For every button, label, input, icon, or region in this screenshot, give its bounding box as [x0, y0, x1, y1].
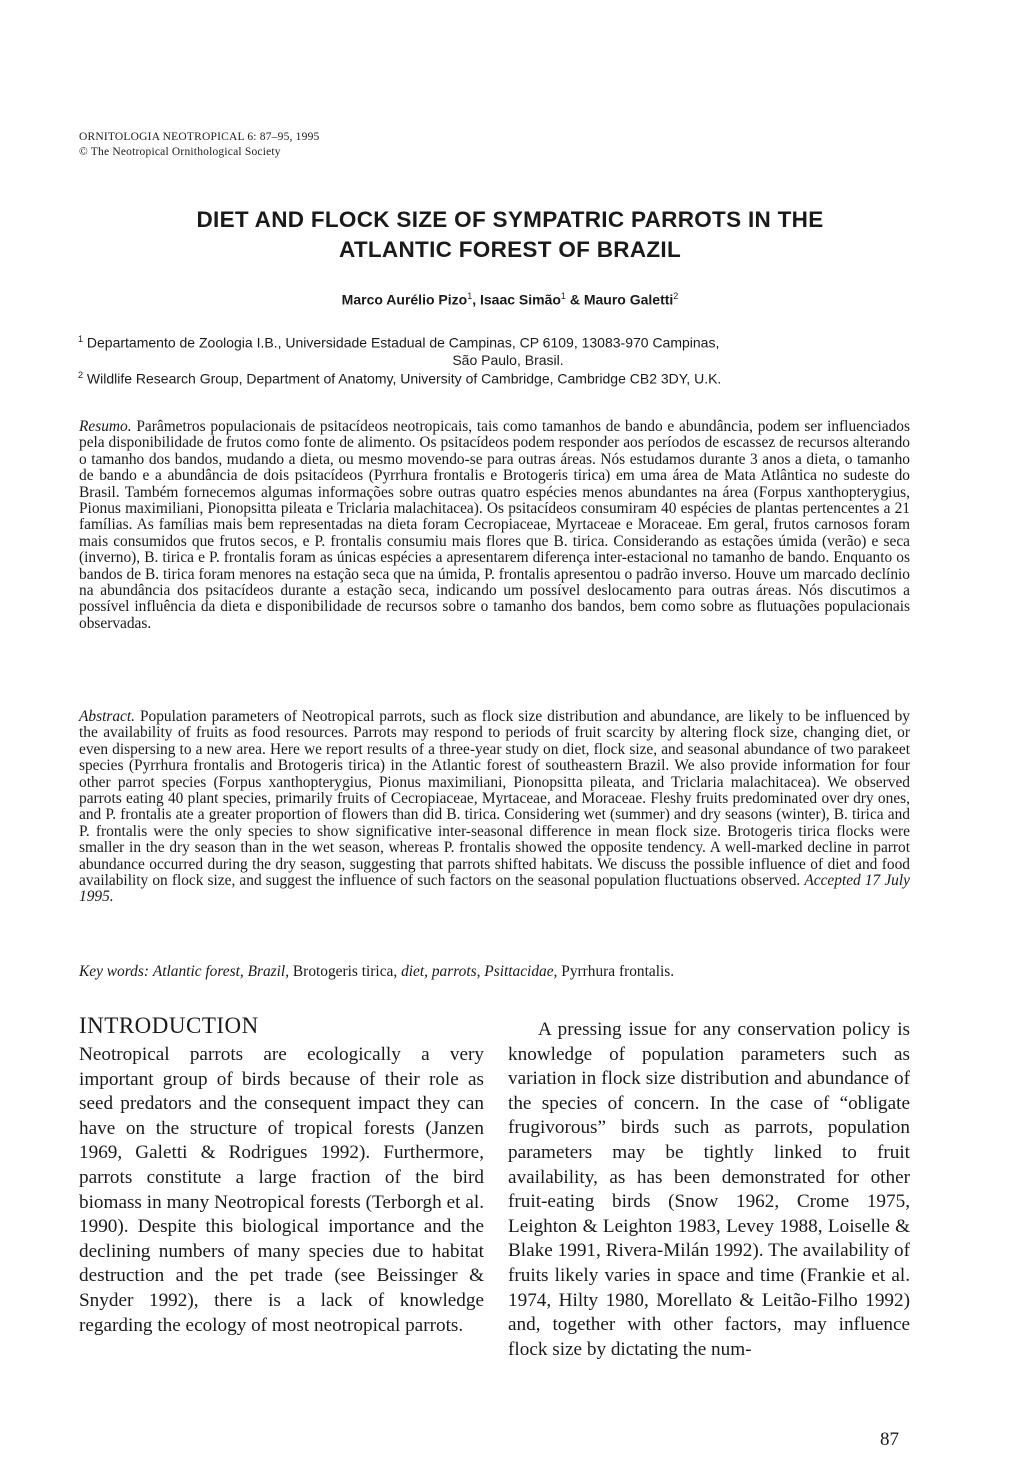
affiliation-text-line-2: São Paulo, Brasil. [452, 351, 564, 368]
abstract-block [79, 709, 910, 906]
affiliation-text: Wildlife Research Group, Department of Anatomy, University of Cambridge, Cambridge CB2 3DY, U.K. [86, 370, 722, 387]
title-line-2: ATLANTIC FOREST OF BRAZIL [338, 237, 682, 262]
affiliation-text: Departamento de Zoologia I.B., Universidade Estadual de Campinas, CP 6109, 13083-970 Campinas, [86, 334, 720, 351]
affiliation-number: 1 [78, 334, 84, 344]
resumo-text: Parâmetros populacionais de psitacídeos neotropicais, tais como tamanhos de bando e abundância, podem ser influenciados pela disponibilidade de frutos como fonte de alimento. Os psitacídeos podem responder aos períodos de escassez de recursos alterando o tamanho dos bandos, mudando a dieta, ou mesmo movendo-se para outras áreas. Nós estudamos durante 3 anos a dieta, o tamanho de bando e a abundância de dois psitacídeos (Pyrrhura frontalis e Brotogeris tirica) em uma área de Mata Atlântica no sudeste do Brasil. Também fornecemos algumas informações sobre outras quatro espécies menos abundantes na área (Forpus xanthopterygius, Pionus maximiliani, Pionopsitta pileata e Triclaria malachitacea). Os psitacídeos consumiram 40 espécies de plantas pertencentes a 21 famílias. As famílias mais bem representadas na dieta foram Cecropiaceae, Myrtaceae e Moraceae. Em geral, frutos carnosos foram mais consumidos que frutos secos, e P. frontalis consumiu mais flores que B. tirica. Considerando as estações úmida (verão) e seca (inverno), B. tirica e P. frontalis foram as únicas espécies a apresentarem diferença inter-estacional no tamanho de bando. Enquanto os bandos de B. tirica foram menores na estação seca que na úmida, P. frontalis apresentou o padrão inverso. Houve um marcado declínio na abundância dos psitacídeos durante a estação seca, indicando um possível deslocamento para outras áreas. Nós discutimos a possível influência da dieta e disponibilidade de recursos sobre o tamanho dos bandos, bem como sobre as flutuações populacionais observadas. [79, 418, 910, 632]
section-heading-introduction: INTRODUCTION [79, 1013, 259, 1038]
author-name: Mauro Galetti [583, 291, 674, 308]
affiliation-number: 2 [78, 370, 84, 380]
author-name: Isaac Simão [479, 291, 561, 308]
resumo-block [79, 419, 910, 632]
author-name: Marco Aurélio Pizo [341, 291, 468, 308]
page-number: 87 [880, 1429, 899, 1450]
affiliation-2 [78, 367, 938, 388]
affiliation-marker: 1 [467, 291, 473, 301]
abstract-text: Population parameters of Neotropical parrots, such as flock size distribution and abundance, are likely to be influenced by the availability of fruits as food resources. Parrots may respond to periods of fruit scarcity by altering flock size, changing diet, or even dispersing to a new area. Here we report results of a three-year study on diet, flock size, and seasonal abundance of two parakeet species (Pyrrhura frontalis and Brotogeris tirica) in the Atlantic forest of southeastern Brazil. We also provide information for four other parrot species (Forpus xanthopterygius, Pionus maximiliani, Pionopsitta pileata, and Triclaria malachitacea). We observed parrots eating 40 plant species, primarily fruits of Cecropiaceae, Myrtaceae, and Moraceae. Fleshy fruits predominated over dry ones, and P. frontalis ate a greater proportion of flowers than did B. tirica. Considering wet (summer) and dry seasons (winter), B. tirica and P. frontalis were the only species to show significative inter-seasonal difference in mean flock size. Brotogeris tirica flocks were smaller in the dry season than in the wet season, whereas P. frontalis showed the opposite tendency. A well-marked decline in parrot abundance occurred during the dry season, suggesting that parrots shifted habitats. We discuss the possible influence of diet and food availability on flock size, and suggest the influence of such factors on the seasonal population fluctuations observed. [79, 708, 910, 890]
paper-title [80, 205, 940, 265]
journal-header [79, 130, 319, 160]
keyword-group: Brotogeris tirica, [292, 963, 398, 980]
journal-citation: ORNITOLOGIA NEOTROPICAL 6: 87–95, 1995 [79, 131, 320, 143]
journal-copyright: © The Neotropical Ornithological Society [79, 146, 281, 158]
keywords-label: Key words: [79, 963, 149, 980]
title-line-1: DIET AND FLOCK SIZE OF SYMPATRIC PARROTS IN THE [196, 207, 824, 232]
body-column-left [79, 1043, 484, 1338]
author-separator: , [472, 291, 480, 308]
keyword-group: Pyrrhura frontalis. [561, 963, 675, 980]
keyword-group: Atlantic forest, Brazil, [152, 963, 290, 980]
abstract-label: Abstract. [79, 708, 136, 725]
intro-paragraph: A pressing issue for any conservation policy is knowledge of population parameters such as variation in flock size distribution and abundance of the species of concern. In the case of “obligate frugivorous” birds such as parrots, population parameters may be tightly linked to fruit availability, as has been demonstrated for other fruit-eating birds (Snow 1962, Crome 1975, Leighton & Leighton 1983, Levey 1988, Loiselle & Blake 1991, Rivera-Milán 1992). The availability of fruits likely varies in space and time (Frankie et al. 1974, Hilty 1980, Morellato & Leitão-Filho 1992) and, together with other factors, may influence flock size by dictating the num- [508, 1019, 910, 1360]
accepted-date: Accepted 17 July 1995. [79, 872, 910, 906]
intro-paragraph: Neotropical parrots are ecologically a very important group of birds because of their role as seed predators and the consequent impact they can have on the structure of tropical forests (Janzen 1969, Galetti & Rodrigues 1992). Furthermore, parrots constitute a large fraction of the bird biomass in many Neotropical forests (Terborgh et al. 1990). Despite this biological importance and the declining numbers of many species due to habitat destruction and the pet trade (see Beissinger & Snyder 1992), there is a lack of knowledge regarding the ecology of most neotropical parrots. [79, 1044, 484, 1336]
body-column-right [508, 1018, 910, 1362]
affiliation-marker: 1 [560, 291, 566, 301]
resumo-label: Resumo. [79, 418, 132, 435]
keyword-group: diet, parrots, Psittacidae, [401, 963, 558, 980]
author-list [80, 291, 940, 308]
affiliation-1 [78, 331, 938, 369]
keywords-line [79, 964, 910, 980]
author-separator: & [565, 291, 584, 308]
affiliation-marker: 2 [673, 291, 679, 301]
